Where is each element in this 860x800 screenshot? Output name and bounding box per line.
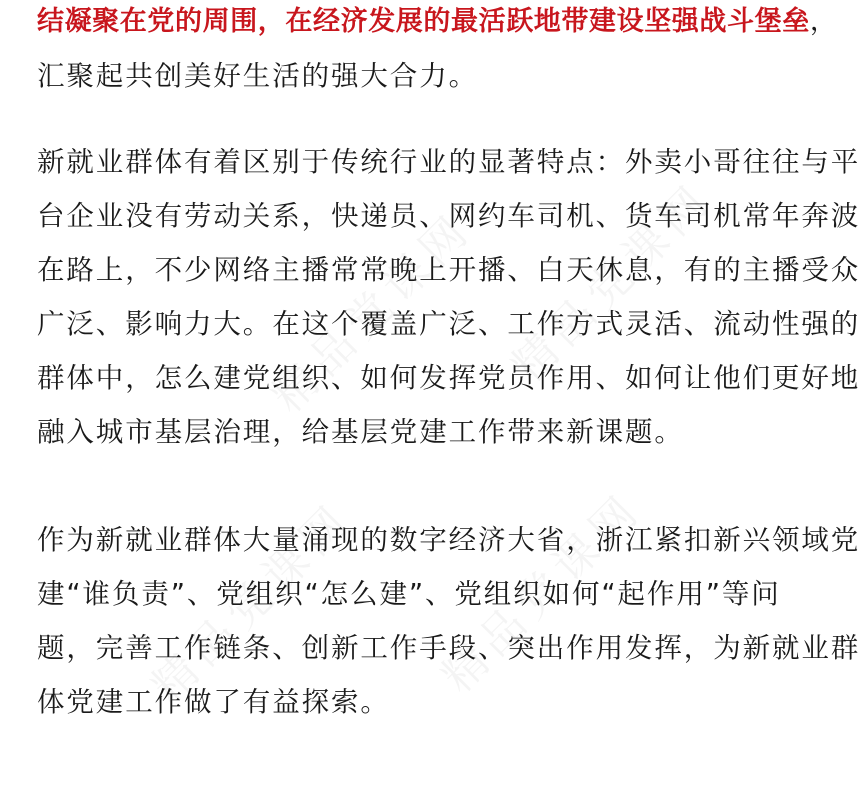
paragraph-line: 广泛、影响力大。在这个覆盖广泛、工作方式灵活、流动性强的 — [37, 308, 860, 340]
paragraph-line: 体党建工作做了有益探索。 — [37, 686, 390, 718]
paragraph-line: 台企业没有劳动关系，快递员、网约车司机、货车司机常年奔波 — [37, 200, 860, 232]
headline-tail-punctuation: ， — [809, 6, 838, 37]
paragraph-line: 群体中，怎么建党组织、如何发挥党员作用、如何让他们更好地 — [37, 362, 860, 394]
paragraph-line: 在路上，不少网络主播常常晚上开播、白天休息，有的主播受众 — [37, 254, 860, 286]
paragraph-line: 题，完善工作链条、创新工作手段、突出作用发挥，为新就业群 — [37, 632, 860, 664]
headline-line — [37, 4, 837, 40]
paragraph-line: 建“谁负责”、党组织“怎么建”、党组织如何“起作用”等问 — [37, 578, 781, 610]
paragraph-line: 新就业群体有着区别于传统行业的显著特点：外卖小哥往往与平 — [37, 146, 860, 178]
headline-text: 结凝聚在党的周围，在经济发展的最活跃地带建设坚强战斗堡垒 — [37, 6, 810, 37]
paragraph-line: 汇聚起共创美好生活的强大合力。 — [37, 60, 478, 92]
paragraph-line: 作为新就业群体大量涌现的数字经济大省，浙江紧扣新兴领域党 — [37, 524, 860, 556]
paragraph-line: 融入城市基层治理，给基层党建工作带来新课题。 — [37, 416, 684, 448]
